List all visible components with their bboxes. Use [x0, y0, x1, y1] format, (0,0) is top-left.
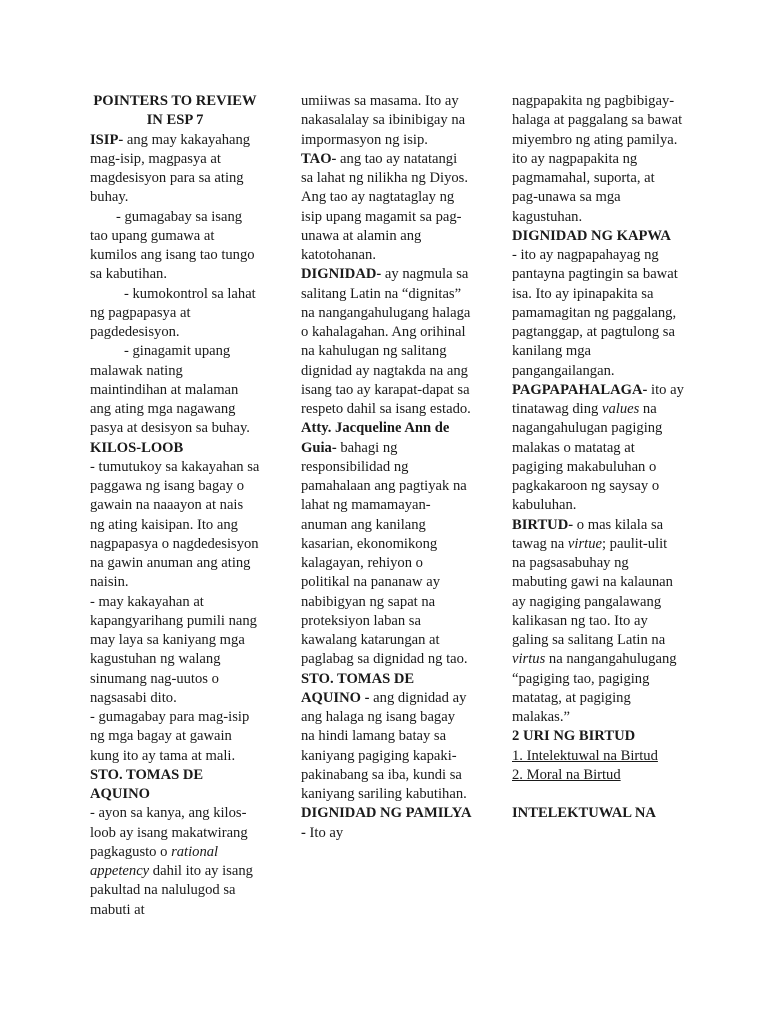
sto-tomas-text-b: dahil ito ay isang pakultad na nalulugod sa mabuti at	[90, 863, 253, 918]
sto-tomas-paragraph	[90, 804, 260, 920]
sto-tomas-heading: STO. TOMAS DE AQUINO	[90, 766, 204, 802]
atty-paragraph	[301, 419, 471, 669]
birtud-paragraph	[512, 516, 684, 728]
tao-definition: ang tao ay natatangi sa lahat ng nilikha ng Diyos. Ang tao ay nagtataglay ng isip upang magamit sa pag-unawa at alamin ang katotohanan.	[301, 150, 468, 263]
dignidad-kapwa-definition: - ito ay nagpapahayag ng pantayna pagtingin sa bawat isa. Ito ay ipinapakita sa pamamagitan ng paggalang, pagtanggap, at pagtulong sa kanilang mga pangangailangan.	[512, 247, 678, 379]
virtue-term: virtue	[567, 535, 602, 552]
virtus-term: virtus	[512, 651, 546, 668]
tao-paragraph	[301, 150, 471, 266]
sto-tomas-dignidad-term: STO. TOMAS DE AQUINO -	[301, 670, 415, 706]
dignidad-pamilya-continued: nagpapakita ng pagbibigay-halaga at paggalang sa bawat miyembro ng ating pamilya. ito ay nagpapakita ng pagmamahal, suporta, at pag-unawa sa mga kagustuhan.	[512, 93, 683, 225]
column-1	[90, 92, 260, 920]
intelektuwal-heading: INTELEKTUWAL NA	[512, 805, 656, 822]
tao-term: TAO-	[301, 150, 337, 167]
kilos-loob-continued: umiiwas sa masama. Ito ay nakasalalay sa ibinibigay na impormasyon ng isip.	[301, 93, 466, 148]
dignidad-paragraph	[301, 265, 471, 419]
isip-point-1: - gumagabay sa isang tao upang gumawa at kumilos ang isang tao tungo sa kabutihan.	[90, 208, 255, 283]
blank-line	[512, 785, 684, 804]
dignidad-pamilya-definition: Ito ay	[305, 824, 344, 841]
dignidad-pamilya-paragraph	[301, 804, 471, 843]
isip-point-2: - kumokontrol sa lahat ng pagpapasya at pagdedesisyon.	[90, 285, 256, 340]
dignidad-term: DIGNIDAD-	[301, 266, 382, 283]
sto-tomas-dignidad-definition: ang dignidad ay ang halaga ng isang bagay na hindi lamang batay sa kaniyang pagiging kapaki-pakinabang sa iba, kundi sa kaniyang sariling kabutihan.	[301, 689, 467, 802]
pagpapahalaga-term: PAGPAPAHALAGA-	[512, 381, 648, 398]
values-term: values	[601, 401, 640, 417]
isip-point-3: - ginagamit upang malawak nating maintindihan at malaman ang ating mga nagawang pasya at desisyon sa buhay.	[90, 343, 250, 437]
birtud-text-c: na nangangahulugang “pagiging tao, pagiging matatag, at pagiging malakas.”	[512, 651, 677, 725]
kilos-loob-heading: KILOS-LOOB	[90, 439, 184, 456]
sto-tomas-text-a: - ayon sa kanya, ang kilos-loob ay isang makatwirang pagkagusto o	[90, 805, 248, 860]
pagpapahalaga-paragraph	[512, 381, 684, 516]
uri-ng-birtud-heading: 2 URI NG BIRTUD	[512, 728, 636, 745]
rational-appetency-term: rational appetency	[90, 843, 219, 879]
isip-term: ISIP-	[90, 131, 124, 148]
page-title: POINTERS TO REVIEW IN ESP 7	[93, 93, 257, 129]
column-3	[512, 92, 684, 824]
uri-item-1: 1. Intelektuwal na Birtud	[512, 747, 658, 764]
isip-definition: ang may kakayahang mag-isip, magpasya at magdesisyon para sa ating buhay.	[90, 131, 251, 206]
birtud-text-b: ; paulit-ulit na pagsasabuhay ng mabuting gawi na kalaunan ay nagiging pangalawang kalikasan ng tao. Ito ay galing sa salitang Latin na	[512, 535, 673, 648]
dignidad-pamilya-term: DIGNIDAD NG PAMILYA -	[301, 805, 471, 841]
birtud-term: BIRTUD-	[512, 516, 574, 533]
column-2	[301, 92, 471, 843]
atty-definition: bahagi ng responsibilidad ng pamahalaan ang pagtiyak na lahat ng mamamayan-anuman ang kanilang kasarian, ekonomikong kalagayan, rehiyon o politikal na pananaw ay nabibigyan ng sapat na proteksiyon laban sa kawalang katarungan at paglabag sa dignidad ng tao.	[301, 439, 468, 668]
kilos-loob-point-3: - gumagabay para mag-isip ng mga bagay at gawain kung ito ay tama at mali.	[90, 709, 250, 764]
isip-paragraph	[90, 131, 260, 208]
pagpapahalaga-text-b: na nagangahulugan pagiging malakas o matatag at pagiging makabuluhan o pagkakaroon ng saysay o kabuluhan.	[512, 401, 663, 514]
kilos-loob-point-2: - may kakayahan at kapangyarihang pumili nang may laya sa kaniyang mga kagustuhan ng walang sinumang nag-uutos o nagsasabi dito.	[90, 593, 257, 706]
kilos-loob-point-1: - tumutukoy sa kakayahan sa paggawa ng isang bagay o gawain na naaayon at nais ng ating kaisipan. Ito ang nagpapasya o nagdedesisyon na gawin anuman ang ating naisin.	[90, 458, 260, 591]
atty-term: Atty. Jacqueline Ann de Guia-	[301, 420, 450, 456]
dignidad-definition: ay nagmula sa salitang Latin na “dignitas” na nangangahulugang halaga o kahalagahan. Ang orihinal na kahulugan ng salitang dignidad ay nagtakda na ang isang tao ay karapat-dapat sa respeto dahil sa isang estado.	[301, 266, 471, 417]
dignidad-kapwa-heading: DIGNIDAD NG KAPWA	[512, 227, 671, 244]
pagpapahalaga-text-a: ito ay tinatawag ding	[512, 381, 684, 417]
sto-tomas-dignidad-paragraph	[301, 670, 471, 805]
uri-item-2: 2. Moral na Birtud	[512, 766, 621, 783]
birtud-text-a: o mas kilala sa tawag na	[512, 516, 664, 552]
